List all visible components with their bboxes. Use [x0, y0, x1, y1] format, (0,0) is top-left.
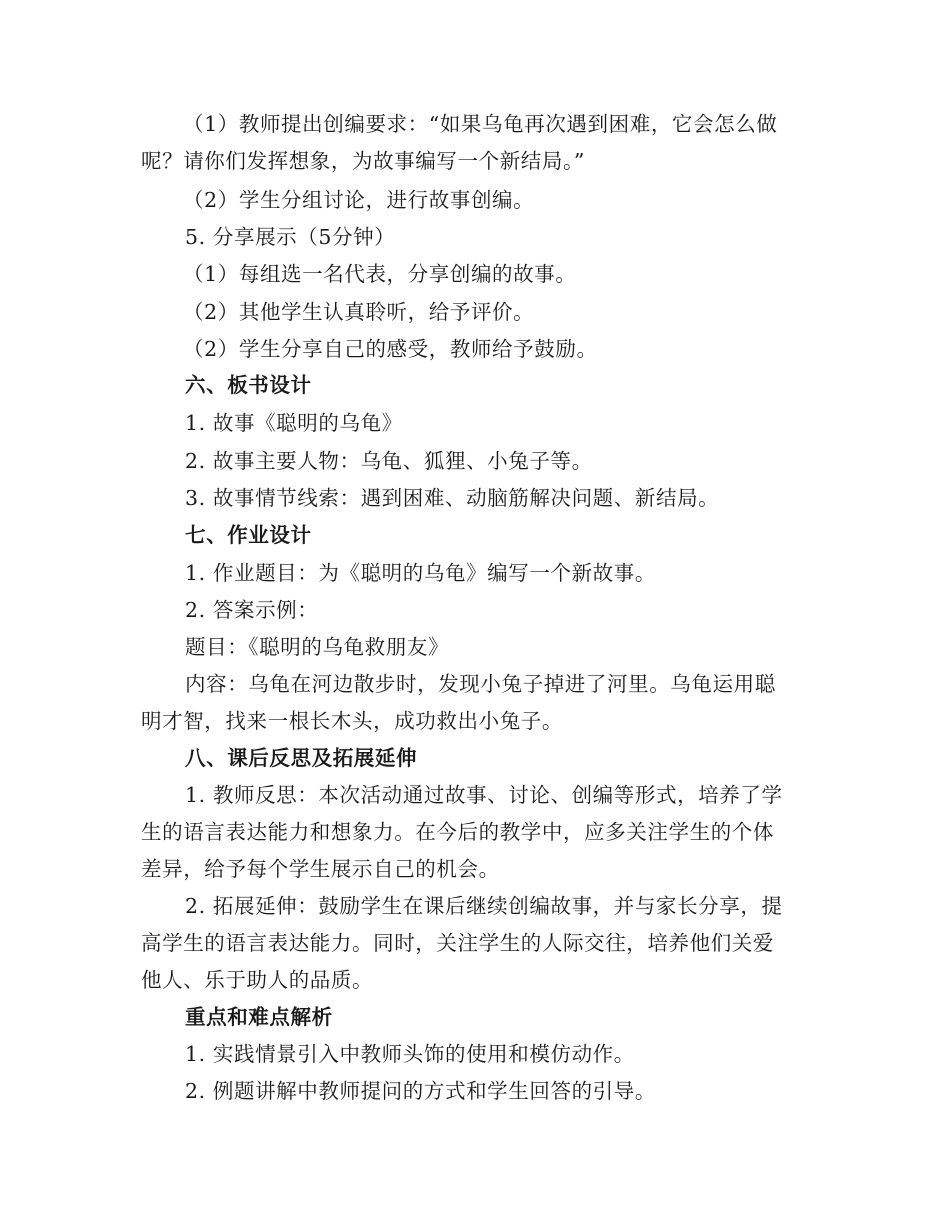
- section-heading-reflection: 八、课后反思及拓展延伸: [185, 746, 418, 770]
- text-line-17: 明才智，找来一根长木头，成功救出小兔子。: [141, 709, 563, 733]
- text-line-20: 生的语言表达能力和想象力。在今后的教学中，应多关注学生的个体: [141, 820, 774, 844]
- text-line-27: 2. 例题讲解中教师提问的方式和学生回答的引导。: [185, 1079, 656, 1103]
- text-line-2: 呢？请你们发挥想象，为故事编写一个新结局。”: [141, 149, 585, 173]
- text-line-15: 题目：《聪明的乌龟救朋友》: [185, 635, 450, 659]
- text-line-5: （1）每组选一名代表，分享创编的故事。: [183, 262, 577, 286]
- text-line-26: 1. 实践情景引入中教师头饰的使用和模仿动作。: [185, 1042, 635, 1066]
- text-line-10: 2. 故事主要人物：乌龟、狐狸、小兔子等。: [185, 449, 593, 473]
- section-heading-board-design: 六、板书设计: [185, 373, 312, 397]
- text-line-1: （1）教师提出创编要求：“如果乌龟再次遇到困难，它会怎么做: [183, 112, 778, 136]
- text-line-7: （2）学生分享自己的感受，教师给予鼓励。: [183, 337, 598, 361]
- text-line-3: （2）学生分组讨论，进行故事创编。: [183, 188, 535, 212]
- text-line-4: 5. 分享展示（5分钟）: [185, 225, 396, 249]
- text-line-9: 1. 故事《聪明的乌龟》: [185, 411, 403, 435]
- section-heading-key-points: 重点和难点解析: [185, 1005, 333, 1029]
- text-line-16: 内容：乌龟在河边散步时，发现小兔子掉进了河里。乌龟运用聪: [185, 672, 776, 696]
- section-heading-homework-design: 七、作业设计: [185, 523, 312, 547]
- text-line-24: 他人、乐于助人的品质。: [141, 968, 374, 992]
- text-line-11: 3. 故事情节线索：遇到困难、动脑筋解决问题、新结局。: [185, 486, 720, 510]
- text-line-23: 高学生的语言表达能力。同时，关注学生的人际交往，培养他们关爱: [141, 931, 774, 955]
- text-line-22: 2. 拓展延伸：鼓励学生在课后继续创编故事，并与家长分享，提: [185, 894, 783, 918]
- text-line-6: （2）其他学生认真聆听，给予评价。: [183, 300, 535, 324]
- text-line-19: 1. 教师反思：本次活动通过故事、讨论、创编等形式，培养了学: [185, 783, 783, 807]
- text-line-21: 差异，给予每个学生展示自己的机会。: [141, 857, 500, 881]
- text-line-13: 1. 作业题目：为《聪明的乌龟》编写一个新故事。: [185, 561, 656, 585]
- text-line-14: 2. 答案示例：: [185, 598, 319, 622]
